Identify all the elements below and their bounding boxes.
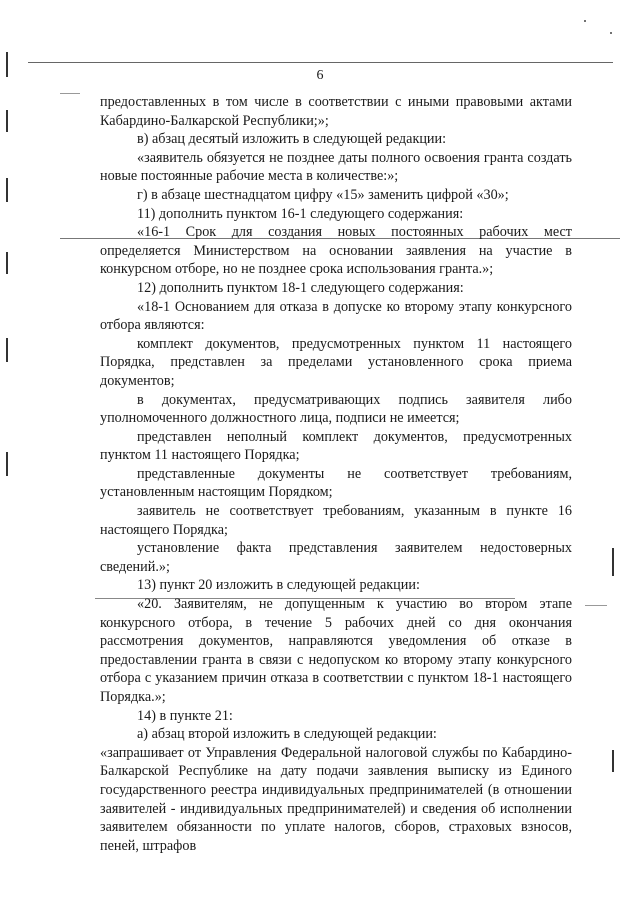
scan-left-edge-mark xyxy=(6,452,8,476)
paragraph: заявитель не соответствует требованиям, указанным в пункте 16 настоящего Порядка; xyxy=(100,503,572,538)
scan-right-edge-mark xyxy=(612,548,614,576)
scan-right-edge-mark xyxy=(612,750,614,772)
paragraph: предоставленных в том числе в соответствии с иными правовыми актами Кабардино-Балкарской Республики;»; xyxy=(100,94,572,129)
paragraph: представленные документы не соответствует требованиям, установленным настоящим Порядком; xyxy=(100,465,572,501)
scan-top-dash xyxy=(60,93,80,94)
paragraph: в документах, предусматривающих подпись заявителя либо уполномоченного должностного лица, подписи не имеется; xyxy=(100,391,572,427)
scan-speck xyxy=(610,32,612,34)
paragraph: «заявитель обязуется не позднее даты полного освоения гранта создать новые постоянные рабочие места в количестве:»; xyxy=(100,149,572,185)
paragraph: 12) дополнить пунктом 18-1 следующего содержания: xyxy=(137,279,464,296)
scan-left-edge-mark xyxy=(6,338,8,362)
paragraph: «запрашивает от Управления Федеральной налоговой службы по Кабардино-Балкарской Республике на дату подачи заявления выписку из Единого государственного реестра индивидуальных предпринимателей (в отношении заявителей - индивидуальных предпринимателей) и сведения об исполнении заявителем обязанности по уплате налогов, сборов, страховых взносов, пеней, штрафов xyxy=(100,744,572,854)
scan-speck xyxy=(584,20,586,22)
paragraph: г) в абзаце шестнадцатом цифру «15» заменить цифрой «30»; xyxy=(137,186,509,203)
page-number: 6 xyxy=(316,68,324,83)
paragraph: «20. Заявителям, не допущенным к участию во втором этапе конкурсного отбора, в течение 5 рабочих дней со дня окончания рассмотрения документов, направляются уведомления об отказе в предоставлении гранта в связи с недопуском ко второму этапу конкурсного отбора с указанием причин отказа в соответствии с пунктом 18-1 настоящего Порядка.»; xyxy=(100,596,572,705)
paragraph: 13) пункт 20 изложить в следующей редакции: xyxy=(137,577,420,594)
scan-top-line xyxy=(28,62,613,63)
scan-left-edge-mark xyxy=(6,252,8,274)
paragraph: в) абзац десятый изложить в следующей редакции: xyxy=(137,131,447,148)
scan-right-dash xyxy=(585,605,607,606)
paragraph: установление факта представления заявителем недостоверных сведений.»; xyxy=(100,540,572,575)
paragraph: 14) в пункте 21: xyxy=(137,707,233,724)
paragraph: а) абзац второй изложить в следующей редакции: xyxy=(137,726,437,743)
paragraph: «18-1 Основанием для отказа в допуске ко второму этапу конкурсного отбора являются: xyxy=(100,298,572,334)
paragraph: «16-1 Срок для создания новых постоянных рабочих мест определяется Министерством на основании заявления на участие в конкурсном отборе, но не позднее срока использования гранта.»; xyxy=(100,224,572,278)
document-body xyxy=(100,93,572,855)
paragraph: представлен неполный комплект документов, предусмотренных пунктом 11 настоящего Порядка; xyxy=(100,428,572,464)
paragraph: комплект документов, предусмотренных пунктом 11 настоящего Порядка, представлен за пределами установленного срока приема документов; xyxy=(100,335,572,389)
paragraph: 11) дополнить пунктом 16-1 следующего содержания: xyxy=(137,205,464,222)
scan-left-edge-mark xyxy=(6,178,8,202)
scan-left-edge-mark xyxy=(6,110,8,132)
